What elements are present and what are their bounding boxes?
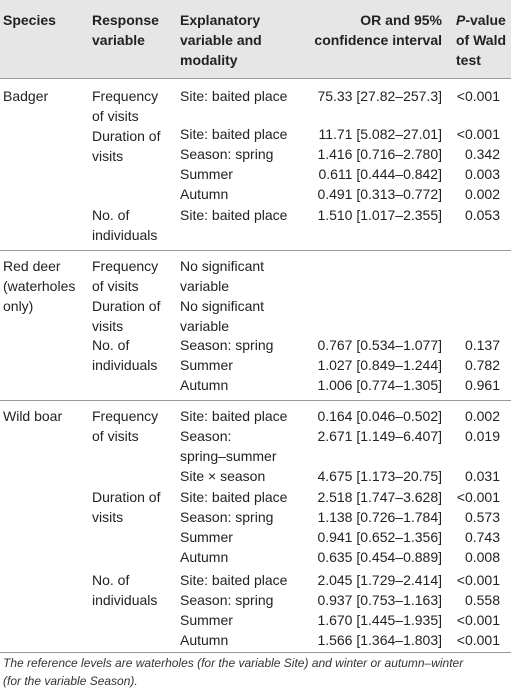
p-cell: 0.137 <box>464 337 500 353</box>
response-individuals-2: individuals <box>92 357 158 373</box>
or-cell: 0.767 [0.534–1.077] <box>317 337 442 353</box>
explanatory-cell: Season: spring <box>180 592 274 608</box>
explanatory-cell: Site: baited place <box>180 408 288 424</box>
or-cell: 0.937 [0.753–1.163] <box>317 592 442 608</box>
or-cell: 1.566 [1.364–1.803] <box>317 632 442 648</box>
response-duration: Duration of <box>92 128 161 144</box>
or-cell: 1.006 [0.774–1.305] <box>317 377 442 393</box>
response-frequency-2: of visits <box>92 428 139 444</box>
species-badger: Badger <box>3 88 49 104</box>
explanatory-cell: Summer <box>180 357 233 373</box>
explanatory-cell: Autumn <box>180 549 229 565</box>
response-frequency-2: of visits <box>92 108 139 124</box>
section-divider <box>0 400 511 401</box>
explanatory-cell: variable <box>180 278 230 294</box>
explanatory-cell: Autumn <box>180 377 229 393</box>
header-explanatory-1: Explanatory <box>180 12 261 28</box>
header-explanatory-3: modality <box>180 52 238 68</box>
p-cell: <0.001 <box>456 88 500 104</box>
explanatory-cell: Season: spring <box>180 146 274 162</box>
response-duration: Duration of <box>92 489 161 505</box>
or-cell: 4.675 [1.173–20.75] <box>317 468 442 484</box>
header-p-1: P-value <box>456 12 506 28</box>
header-species: Species <box>3 12 56 28</box>
p-cell: <0.001 <box>456 489 500 505</box>
or-cell: 1.670 [1.445–1.935] <box>317 612 442 628</box>
explanatory-cell: Summer <box>180 166 233 182</box>
explanatory-cell: Summer <box>180 612 233 628</box>
or-cell: 11.71 [5.082–27.01] <box>318 126 442 142</box>
or-cell: 2.671 [1.149–6.407] <box>317 428 442 444</box>
p-cell: 0.743 <box>464 529 500 545</box>
p-cell: <0.001 <box>456 612 500 628</box>
response-individuals-2: individuals <box>92 592 158 608</box>
explanatory-cell: Site × season <box>180 468 266 484</box>
explanatory-cell: Site: baited place <box>180 207 288 223</box>
explanatory-cell: Autumn <box>180 632 229 648</box>
explanatory-cell: No significant <box>180 258 265 274</box>
header-p-3: test <box>456 52 481 68</box>
explanatory-cell: Site: baited place <box>180 88 288 104</box>
explanatory-cell: Site: baited place <box>180 572 288 588</box>
response-frequency: Frequency <box>92 258 159 274</box>
header-response-1: Response <box>92 12 159 28</box>
section-divider <box>0 250 511 251</box>
explanatory-cell: Season: spring <box>180 337 274 353</box>
response-individuals: No. of <box>92 207 130 223</box>
p-cell: 0.031 <box>464 468 500 484</box>
or-cell: 0.164 [0.046–0.502] <box>317 408 442 424</box>
response-frequency-2: of visits <box>92 278 139 294</box>
species-red-deer: Red deer <box>3 258 61 274</box>
response-duration-2: visits <box>92 148 124 164</box>
response-individuals: No. of <box>92 337 130 353</box>
response-duration: Duration of <box>92 298 161 314</box>
or-cell: 2.518 [1.747–3.628] <box>317 489 442 505</box>
or-cell: 0.611 [0.444–0.842] <box>318 166 442 182</box>
p-cell: 0.573 <box>464 509 500 525</box>
p-cell: 0.961 <box>464 377 500 393</box>
species-red-deer-2: (waterholes <box>3 278 76 294</box>
p-cell: 0.782 <box>464 357 500 373</box>
response-individuals: No. of <box>92 572 130 588</box>
explanatory-cell: spring–summer <box>180 448 277 464</box>
table-footnote <box>3 654 508 690</box>
p-cell: 0.558 <box>464 592 500 608</box>
or-cell: 0.491 [0.313–0.772] <box>317 186 442 202</box>
table-bottom-rule <box>0 652 511 653</box>
p-cell: 0.053 <box>464 207 500 223</box>
or-cell: 1.416 [0.716–2.780] <box>317 146 442 162</box>
response-individuals-2: individuals <box>92 227 158 243</box>
response-frequency: Frequency <box>92 88 159 104</box>
header-or-2: confidence interval <box>314 32 442 48</box>
or-cell: 0.635 [0.454–0.889] <box>317 549 442 565</box>
header-or-1: OR and 95% <box>360 12 442 28</box>
p-cell: 0.342 <box>464 146 500 162</box>
explanatory-cell: Summer <box>180 529 233 545</box>
response-duration-2: visits <box>92 509 124 525</box>
p-cell: 0.019 <box>464 428 500 444</box>
or-cell: 1.027 [0.849–1.244] <box>317 357 442 373</box>
species-red-deer-3: only) <box>3 298 34 314</box>
species-wild-boar: Wild boar <box>3 408 63 424</box>
or-cell: 0.941 [0.652–1.356] <box>317 529 442 545</box>
explanatory-cell: Site: baited place <box>180 489 288 505</box>
p-cell: 0.003 <box>464 166 500 182</box>
p-cell: <0.001 <box>456 632 500 648</box>
or-cell: 1.510 [1.017–2.355] <box>317 207 442 223</box>
explanatory-cell: Season: spring <box>180 509 274 525</box>
footnote-line-1: The reference levels are waterholes (for the variable Site) and winter or autumn–winter <box>3 656 464 670</box>
explanatory-cell: Season: <box>180 428 232 444</box>
explanatory-cell: No significant <box>180 298 265 314</box>
header-response-2: variable <box>92 32 145 48</box>
or-cell: 1.138 [0.726–1.784] <box>317 509 442 525</box>
or-cell: 75.33 [27.82–257.3] <box>317 88 442 104</box>
p-cell: 0.002 <box>464 186 500 202</box>
explanatory-cell: Site: baited place <box>180 126 288 142</box>
p-cell: 0.002 <box>464 408 500 424</box>
explanatory-cell: variable <box>180 318 230 334</box>
or-cell: 2.045 [1.729–2.414] <box>317 572 442 588</box>
header-p-2: of Wald <box>456 32 507 48</box>
p-cell: <0.001 <box>456 572 500 588</box>
response-duration-2: visits <box>92 318 124 334</box>
p-cell: 0.008 <box>464 549 500 565</box>
header-explanatory-2: variable and <box>180 32 262 48</box>
response-frequency: Frequency <box>92 408 159 424</box>
header-divider <box>0 78 511 79</box>
footnote-line-2: (for the variable Season). <box>3 674 138 688</box>
explanatory-cell: Autumn <box>180 186 229 202</box>
p-cell: <0.001 <box>456 126 500 142</box>
